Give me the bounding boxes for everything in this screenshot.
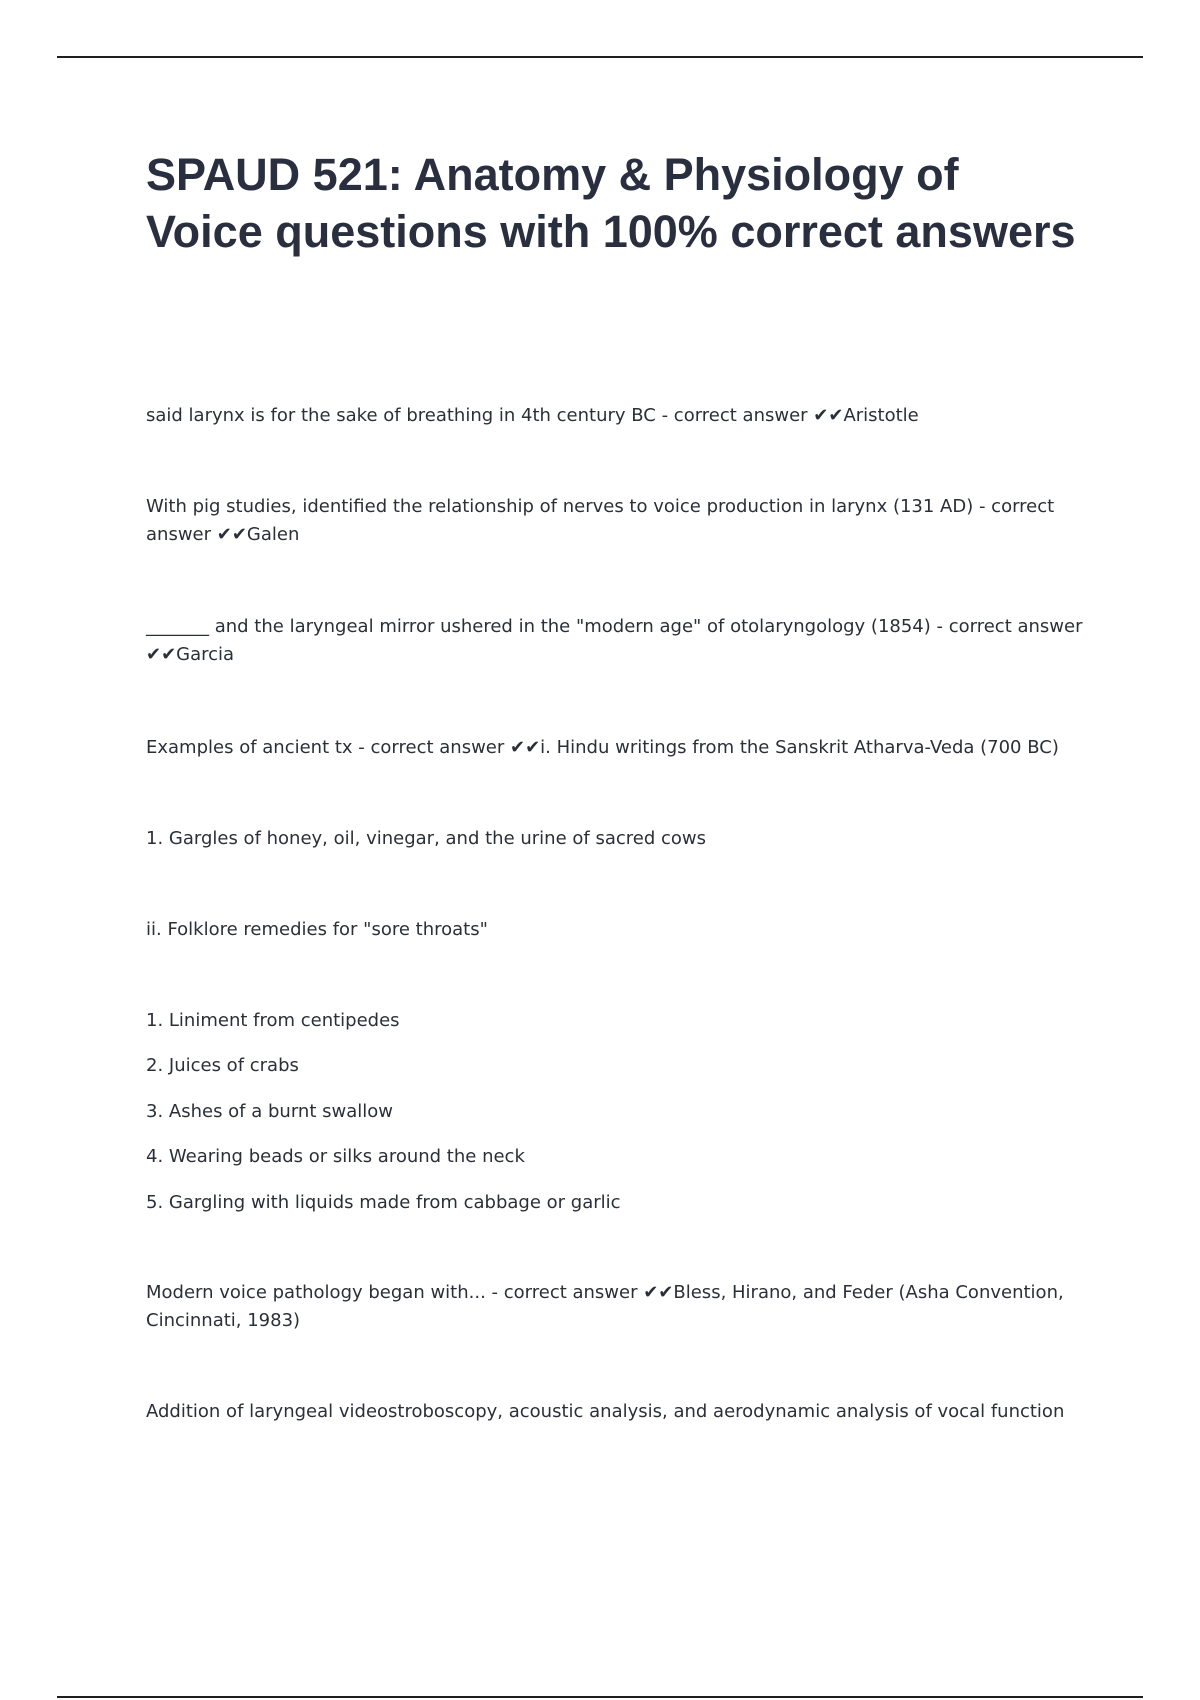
entry-cabbage: 5. Gargling with liquids made from cabbage or garlic (146, 1192, 621, 1213)
entry-gargles: 1. Gargles of honey, oil, vinegar, and the urine of sacred cows (146, 828, 706, 849)
entry-liniment: 1. Liniment from centipedes (146, 1010, 400, 1031)
entry-galen: With pig studies, identified the relationship of nerves to voice production in larynx (131 AD) - correct answer ✔✔Galen (146, 496, 1055, 545)
entry-addition: Addition of laryngeal videostroboscopy, acoustic analysis, and aerodynamic analysis of vocal function (146, 1401, 1065, 1422)
entry-modern-voice: Modern voice pathology began with... - correct answer ✔✔Bless, Hirano, and Feder (Asha Convention, Cincinnati, 1983) (146, 1282, 1064, 1331)
entry-crabs: 2. Juices of crabs (146, 1055, 299, 1076)
bottom-rule (57, 1696, 1143, 1698)
entry-swallow: 3. Ashes of a burnt swallow (146, 1101, 393, 1122)
entry-garcia: _______ and the laryngeal mirror ushered in the "modern age" of otolaryngology (1854) - correct answer ✔✔Garcia (146, 616, 1083, 665)
document-title: SPAUD 521: Anatomy & Physiology of Voice questions with 100% correct answers (146, 149, 1076, 257)
top-rule (57, 56, 1143, 58)
entry-folklore: ii. Folklore remedies for "sore throats" (146, 919, 488, 940)
entry-ancient-tx: Examples of ancient tx - correct answer ✔✔i. Hindu writings from the Sanskrit Atharva-Veda (700 BC) (146, 737, 1059, 758)
document-header (146, 146, 1086, 260)
entry-aristotle: said larynx is for the sake of breathing in 4th century BC - correct answer ✔✔Aristotle (146, 405, 919, 426)
entry-beads: 4. Wearing beads or silks around the neck (146, 1146, 525, 1167)
